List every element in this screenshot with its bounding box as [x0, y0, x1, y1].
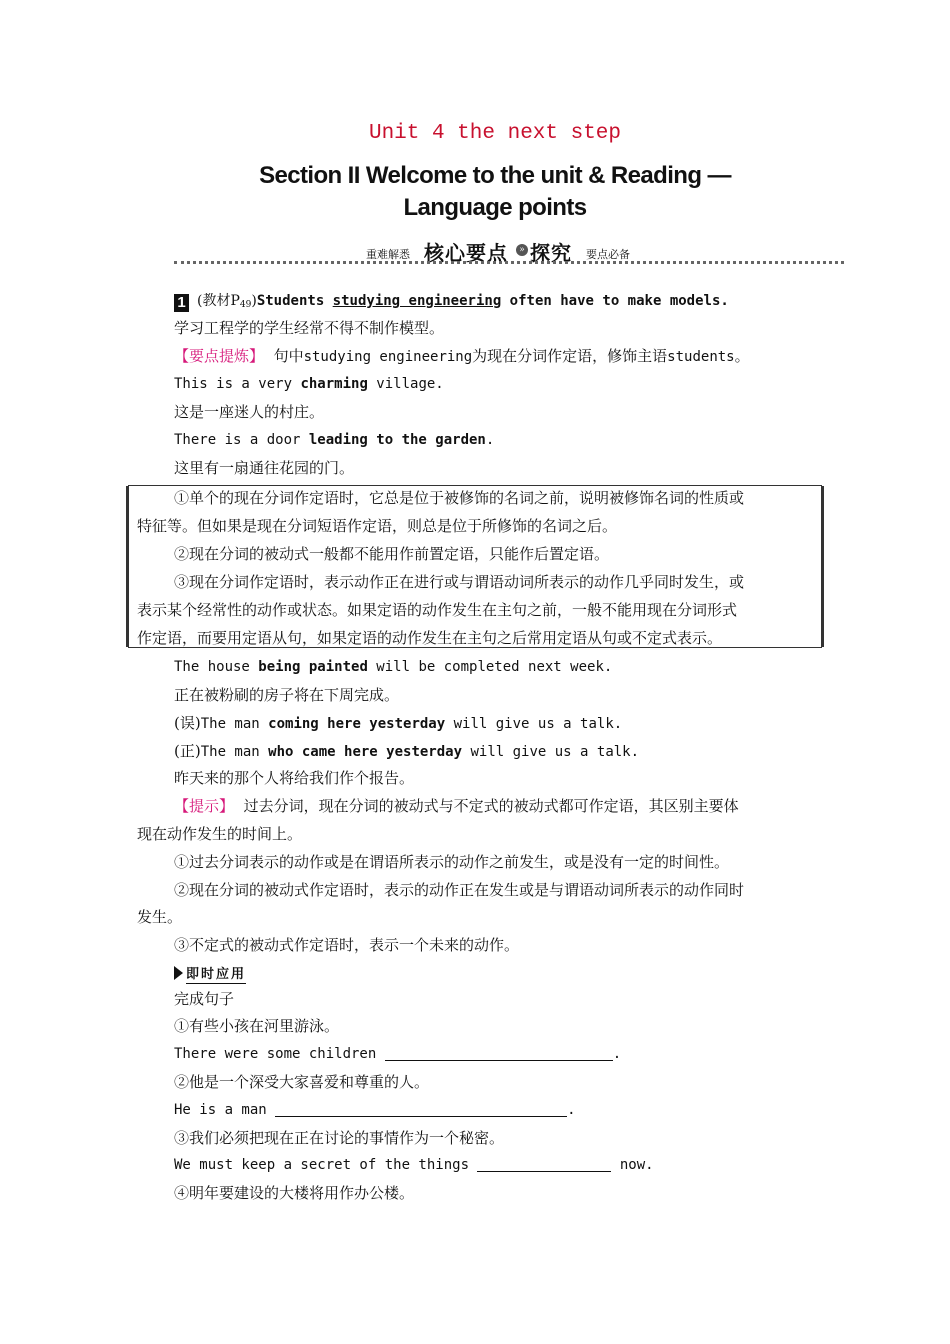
key-point-label: 【要点提炼】	[174, 347, 265, 365]
notes-right-bar	[821, 486, 824, 647]
section-title-line1: Section II Welcome to the unit & Reading —	[259, 162, 731, 189]
tip-point-2-line1: ②现在分词的被动式作定语时，表示的动作正在发生或是与谓语动词所表示的动作同时	[174, 881, 745, 899]
example-correct-translation: 昨天来的那个人将给我们作个报告。	[174, 769, 415, 787]
example-1: This is a very charming village.	[174, 376, 444, 392]
section-title-line2: Language points	[403, 194, 587, 221]
q2-english: He is a man .	[174, 1102, 576, 1118]
banner-left-caption: 重难解悉	[366, 248, 410, 261]
section-title	[0, 160, 950, 224]
note-3-line1: ③现在分词作定语时，表示动作正在进行或与谓语动词所表示的动作几乎同时发生，或	[174, 573, 745, 591]
example-3-translation: 正在被粉刷的房子将在下周完成。	[174, 686, 400, 704]
source-ref: (教材$P_{49}$)	[197, 293, 257, 310]
tip-point-3: ③不定式的被动式作定语时，表示一个未来的动作。	[174, 936, 520, 954]
arrow-right-icon: »	[516, 244, 528, 256]
q3-chinese: ③我们必须把现在正在讨论的事情作为一个秘密。	[174, 1129, 505, 1147]
example-1-translation: 这是一座迷人的村庄。	[174, 403, 325, 421]
item1-heading	[174, 290, 729, 315]
q2-chinese: ②他是一个深受大家喜爱和尊重的人。	[174, 1073, 430, 1091]
practice-instruction: 完成句子	[174, 990, 235, 1008]
banner-title-left: 核心要点	[424, 241, 508, 265]
q2-answer-blank[interactable]	[275, 1102, 567, 1117]
banner-right-caption: 要点必备	[586, 248, 630, 261]
tip-point-1: ①过去分词表示的动作或是在谓语所表示的动作之前发生，或是没有一定的时间性。	[174, 853, 730, 871]
notes-left-bar	[126, 486, 129, 647]
q3-answer-blank[interactable]	[477, 1157, 611, 1172]
note-1-line1: ①单个的现在分词作定语时，它总是位于被修饰的名词之前，说明被修饰名词的性质或	[174, 489, 745, 507]
q4-chinese: ④明年要建设的大楼将用作办公楼。	[174, 1184, 415, 1202]
example-3: The house being painted will be completed next week.	[174, 659, 613, 675]
note-3-line3: 作定语，而要用定语从句，如果定语的动作发生在主句之后常用定语从句或不定式表示。	[137, 629, 723, 647]
note-1-line2: 特征等。但如果是现在分词短语作定语，则总是位于所修饰的名词之后。	[137, 517, 618, 535]
practice-heading: 即时应用	[174, 963, 246, 979]
note-3-line2: 表示某个经常性的动作或状态。如果定语的动作发生在主句之前，一般不能用现在分词形式	[137, 601, 738, 619]
q1-chinese: ①有些小孩在河里游泳。	[174, 1017, 340, 1035]
triangle-icon	[174, 966, 183, 980]
example-correct: (正)The man who came here yesterday will give us a talk.	[174, 742, 640, 760]
item-number-badge: 1	[174, 294, 189, 312]
item1-sentence: Students studying engineering often have to make models.	[256, 293, 729, 309]
q1-answer-blank[interactable]	[385, 1046, 613, 1061]
tip-point-2-line2: 发生。	[137, 908, 183, 926]
example-2: There is a door leading to the garden.	[174, 432, 495, 448]
banner-dotted-rule	[174, 261, 844, 264]
section-banner	[174, 236, 844, 266]
item1-translation: 学习工程学的学生经常不得不制作模型。	[174, 319, 445, 337]
unit-title: Unit 4 the next step	[368, 122, 622, 145]
banner-title-right: 探究	[530, 241, 572, 265]
note-2: ②现在分词的被动式一般都不能用作前置定语，只能作后置定语。	[174, 545, 610, 563]
tip-line1: 【提示】 过去分词，现在分词的被动式与不定式的被动式都可作定语，其区别主要体	[174, 797, 739, 815]
tip-label: 【提示】	[174, 797, 235, 815]
example-wrong: (误)The man coming here yesterday will give us a talk.	[174, 714, 623, 732]
q3-english: We must keep a secret of the things now.	[174, 1157, 654, 1173]
grammar-notes-box	[128, 485, 822, 648]
key-point-line: 【要点提炼】 句中studying engineering为现在分词作定语，修饰主语students。	[174, 347, 750, 365]
q1-english: There were some children .	[174, 1046, 622, 1062]
tip-line2: 现在动作发生的时间上。	[137, 825, 303, 843]
example-2-translation: 这里有一扇通往花园的门。	[174, 459, 355, 477]
